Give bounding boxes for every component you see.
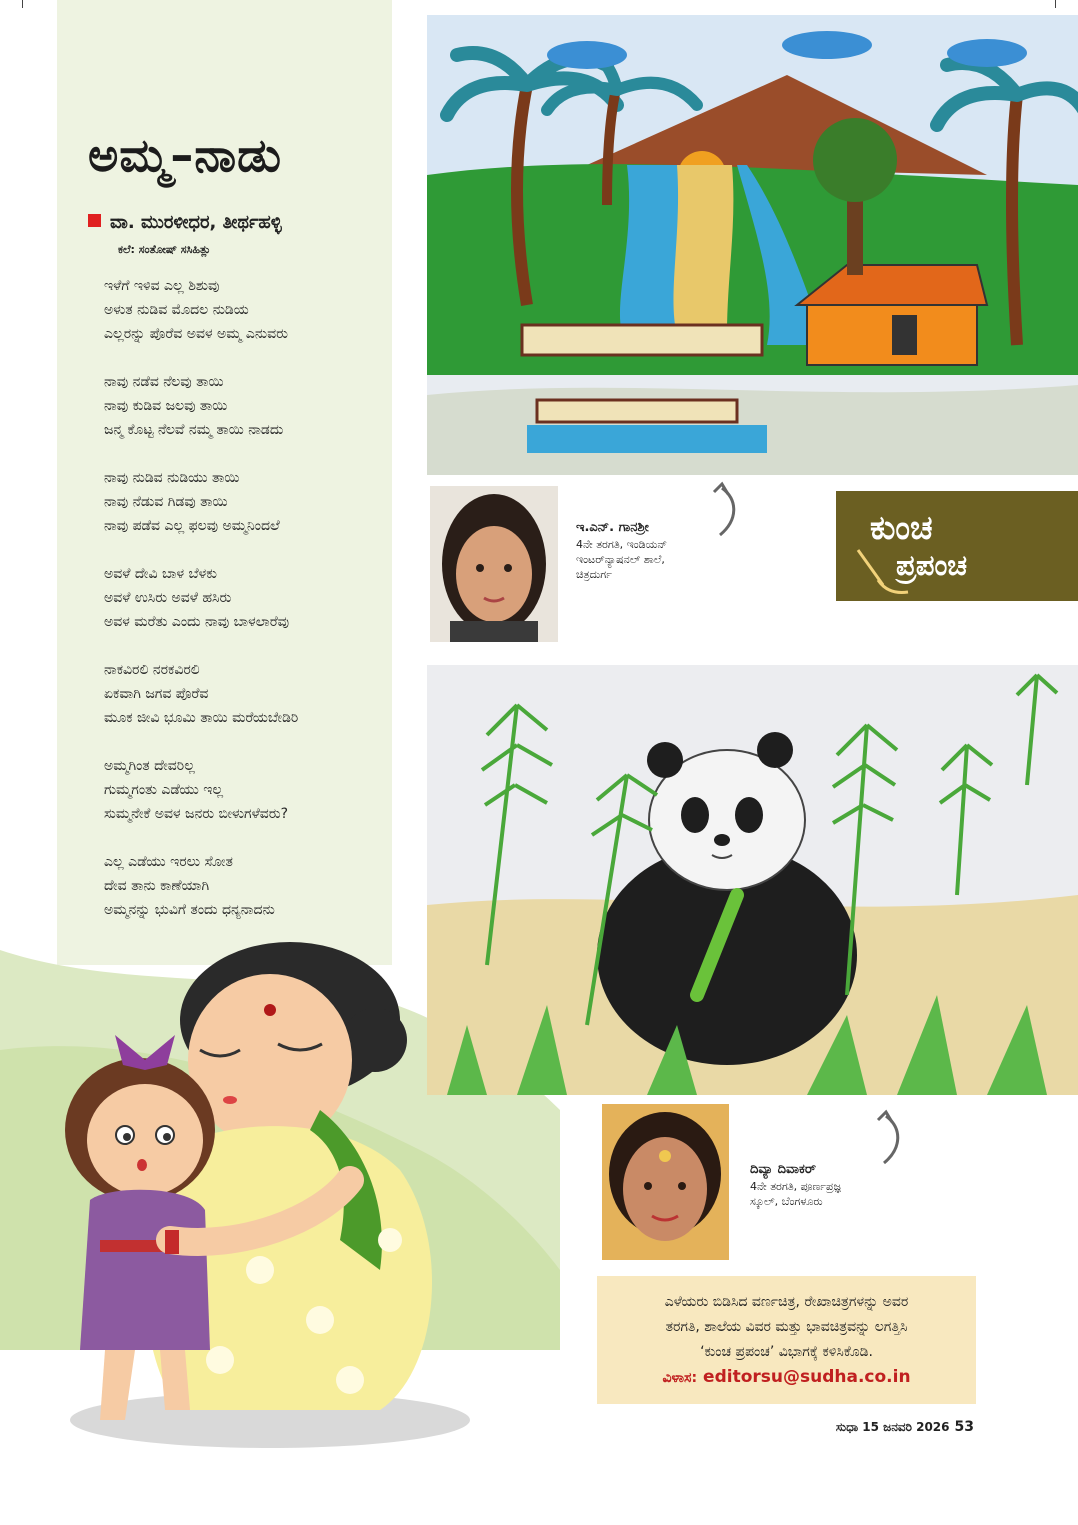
poem-line: ಅವಳೆ ದೇವಿ ಬಾಳ ಬೆಳಕು: [104, 566, 217, 582]
paintbrush-icon: [848, 540, 918, 600]
curved-arrow-icon: [872, 1108, 908, 1168]
portrait-girl-icon: [602, 1104, 729, 1260]
red-square-marker: [88, 214, 101, 227]
stanza: [104, 850, 384, 922]
trim-mark: [22, 0, 23, 8]
artist2-caption: [750, 1162, 841, 1209]
email-link[interactable]: editorsu@sudha.co.in: [703, 1367, 911, 1387]
trim-mark: [1055, 0, 1056, 8]
poem-line: ಅಮ್ಮಗಿಂತ ದೇವರಿಲ್ಲ: [104, 758, 195, 774]
poem-line: ಜನ್ಮ ಕೊಟ್ಟ ನೆಲವೆ ನಮ್ಮ ತಾಯಿ ನಾಡದು: [104, 422, 284, 438]
poem-line: ಎಲ್ಲ ಎಡೆಯು ಇರಲು ಸೋತ: [104, 854, 233, 870]
submission-info-box: [597, 1276, 976, 1404]
stanza: [104, 370, 384, 442]
artist1-caption: [576, 520, 667, 582]
poem-line: ಅಳುತ ನುಡಿವ ಮೊದಲ ನುಡಿಯ: [104, 302, 249, 318]
section-title-line1: ಕುಂಚ: [870, 508, 933, 547]
artist2-detail: ಸ್ಕೂಲ್, ಬೆಂಗಳೂರು: [750, 1195, 823, 1208]
artist1-detail: ಚಿತ್ರದುರ್ಗ: [576, 568, 612, 581]
address-label: ವಿಳಾಸ:: [662, 1370, 698, 1386]
artist-photo: [430, 486, 558, 642]
stanza: [104, 274, 384, 346]
poem-line: ಅಮ್ಮನನ್ನು ಭುವಿಗೆ ತಂದು ಧನ್ಯನಾದನು: [104, 902, 275, 918]
info-line: ‘ಕುಂಚ ಪ್ರಪಂಚ’ ವಿಭಾಗಕ್ಕೆ ಕಳಿಸಿಕೊಡಿ.: [700, 1344, 873, 1360]
artist1-detail: ಇಂಟರ್‌ನ್ಯಾಷನಲ್ ಶಾಲೆ,: [576, 553, 665, 566]
info-line: ಎಳೆಯರು ಬಿಡಿಸಿದ ವರ್ಣಚಿತ್ರ, ರೇಖಾಚಿತ್ರಗಳನ್ನು ಅವರ: [664, 1294, 909, 1310]
poem-line: ಅವಳೆ ಉಸಿರು ಅವಳೆ ಹಸಿರು: [104, 590, 232, 606]
poem-title: ಅಮ್ಮ–ನಾಡು: [88, 128, 283, 182]
poem-line: ಸುಮ್ಮನೇಕೆ ಅವಳ ಜನರು ಬೀಳುಗಳೆವರು?: [104, 806, 289, 822]
artist1-name: ಇ.ಎನ್. ಗಾನಶ್ರೀ: [576, 520, 649, 535]
info-address: [597, 1365, 976, 1391]
panda-drawing: [427, 665, 1078, 1095]
author-name: ವಾ. ಮುರಳೀಧರ, ತೀರ್ಥಹಳ್ಳಿ: [110, 212, 282, 233]
section-title-line2: ಪ್ರಪಂಚ: [896, 548, 968, 582]
artist-photo: [602, 1104, 729, 1260]
page-footer: [836, 1419, 974, 1435]
portrait-girl-icon: [430, 486, 558, 642]
poem-author: [88, 212, 282, 233]
poem-line: ನಾವು ಕುಡಿವ ಜಲವು ತಾಯಿ: [104, 398, 228, 414]
artist2-detail: 4ನೇ ತರಗತಿ, ಪೂರ್ಣಪ್ರಜ್ಞ: [750, 1180, 841, 1193]
poem-line: ನಾಕವಿರಲಿ ನರಕವಿರಲಿ: [104, 662, 200, 678]
landscape-painting: [427, 15, 1078, 475]
poem-line: ನಾವು ನಡೆವ ನೆಲವು ತಾಯಿ: [104, 374, 224, 390]
poem-line: ಅವಳ ಮರೆತು ಎಂದು ನಾವು ಬಾಳಲಾರೆವು: [104, 614, 290, 630]
poem-line: ಏಕವಾಗಿ ಜಗವ ಪೊರೆವ: [104, 686, 209, 702]
curved-arrow-icon: [708, 480, 744, 540]
poem-line: ದೇವ ತಾನು ಕಾಣೆಯಾಗಿ: [104, 878, 210, 894]
issue-date: ಸುಧಾ 15 ಜನವರಿ 2026: [835, 1420, 950, 1434]
stanza: [104, 658, 384, 730]
artist2-name: ದಿವ್ಯಾ ದಿವಾಕರ್: [750, 1162, 816, 1177]
poem-line: ಗುಮ್ಮಗಂತು ಎಡೆಯು ಇಲ್ಲ: [104, 782, 224, 798]
poem-line: ಎಲ್ಲರನ್ನು ಪೊರೆವ ಅವಳ ಅಮ್ಮ ಎನುವರು: [104, 326, 288, 342]
page-number: 53: [954, 1419, 974, 1435]
stanza: [104, 754, 384, 826]
poem-line: ನಾವು ಪಡೆವ ಎಲ್ಲ ಫಲವು ಅಮ್ಮನಿಂದಲೆ: [104, 518, 280, 534]
stanza: [104, 562, 384, 634]
illustration-credit: ಕಲೆ: ಸಂತೋಷ್ ಸಸಿಹಿತ್ಲು: [118, 243, 211, 256]
poem-line: ಮೂಕ ಜೀವಿ ಭೂಮಿ ತಾಯಿ ಮರೆಯಬೇಡಿರಿ: [104, 710, 299, 726]
poem-line: ನಾವು ನೆಡುವ ಗಿಡವು ತಾಯಿ: [104, 494, 228, 510]
poem-line: ಇಳೆಗೆ ಇಳಿವ ಎಲ್ಲ ಶಿಶುವು: [104, 278, 220, 294]
artist1-detail: 4ನೇ ತರಗತಿ, ಇಂಡಿಯನ್: [576, 538, 668, 551]
poem-body: [104, 274, 384, 946]
stanza: [104, 466, 384, 538]
poem-line: ನಾವು ನುಡಿವ ನುಡಿಯು ತಾಯಿ: [104, 470, 240, 486]
info-line: ತರಗತಿ, ಶಾಲೆಯ ವಿವರ ಮತ್ತು ಭಾವಚಿತ್ರವನ್ನು ಲಗತ್ತಿಸಿ: [665, 1319, 908, 1335]
